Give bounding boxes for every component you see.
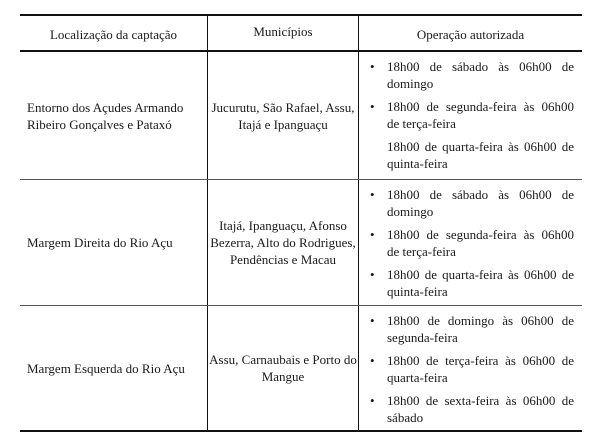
bullet-icon: • — [370, 187, 375, 202]
bullet-icon: • — [370, 393, 375, 408]
location-cell: Entorno dos Açudes Armando Ribeiro Gonçalves e Pataxó — [27, 99, 184, 132]
header-operation: Operação autorizada — [358, 16, 582, 50]
table-row — [20, 180, 582, 305]
bottom-rule — [20, 430, 582, 432]
operation-schedule-table — [20, 14, 582, 432]
bullet-icon: • — [370, 59, 375, 74]
operations-cell — [358, 306, 582, 430]
bullet-icon: • — [370, 99, 375, 114]
operation-item: • 18h00 de sábado às 06h00 de domingo — [370, 59, 574, 91]
bullet-icon: • — [370, 227, 375, 242]
operation-item: • 18h00 de sábado às 06h00 de domingo — [370, 187, 574, 219]
header-location: Localização da captação — [49, 27, 178, 42]
header-row — [20, 16, 582, 50]
municipalities-cell: Jucurutu, São Rafael, Assu, Itajá e Ipanguaçu — [207, 52, 358, 179]
table-row — [20, 52, 582, 179]
operation-item: • 18h00 de segunda-feira às 06h00 de terça-feira — [370, 227, 574, 259]
municipalities-cell: Assu, Carnaubais e Porto do Mangue — [207, 306, 358, 430]
bullet-icon: • — [370, 267, 375, 282]
bullet-icon: • — [370, 313, 375, 328]
operation-item: • 18h00 de domingo às 06h00 de segunda-feira — [370, 313, 574, 345]
operations-cell — [358, 180, 582, 305]
location-cell: Margem Direita do Rio Açu — [27, 235, 173, 250]
operation-item: • 18h00 de segunda-feira às 06h00 de terça-feira — [370, 99, 574, 131]
operation-item: • 18h00 de terça-feira às 06h00 de quarta-feira — [370, 353, 574, 385]
operations-cell — [358, 52, 582, 179]
table-row — [20, 306, 582, 430]
operation-item: • 18h00 de quarta-feira às 06h00 de quinta-feira — [370, 267, 574, 299]
operation-item: 18h00 de quarta-feira às 06h00 de quinta-feira — [387, 139, 574, 171]
bullet-icon: • — [370, 353, 375, 368]
municipalities-cell: Itajá, Ipanguaçu, Afonso Bezerra, Alto do Rodrigues, Pendências e Macau — [207, 180, 358, 305]
header-municipalities: Municípios — [207, 16, 358, 50]
operation-item: • 18h00 de sexta-feira às 06h00 de sábado — [370, 393, 574, 425]
location-cell: Margem Esquerda do Rio Açu — [27, 360, 185, 376]
